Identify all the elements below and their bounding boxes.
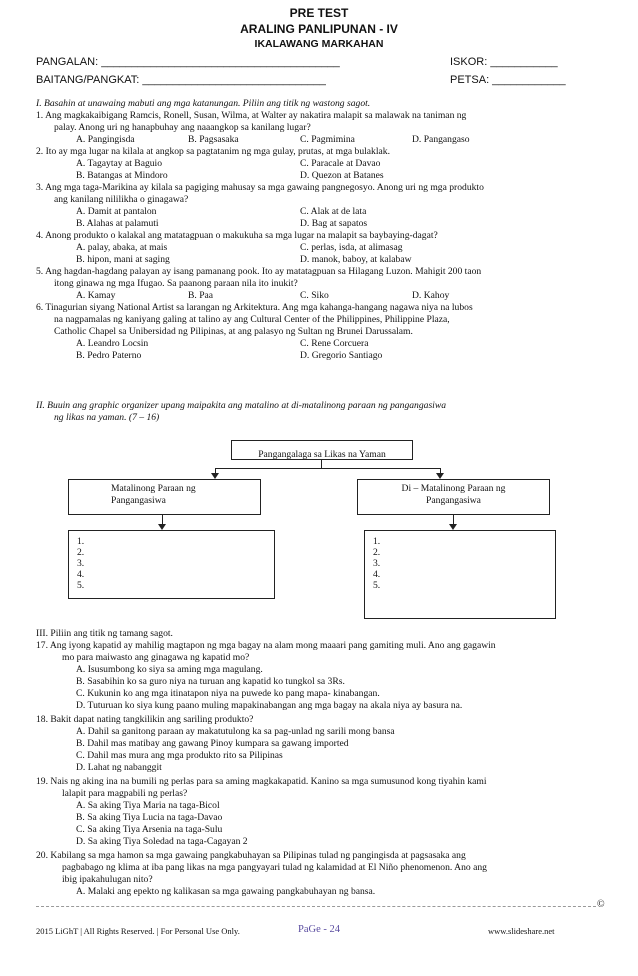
- left-list-item: 4.: [77, 569, 85, 580]
- organizer-connector-h: [215, 468, 441, 469]
- title-quarter: IKALAWANG MARKAHAN: [254, 38, 384, 50]
- organizer-right-list-box: [364, 530, 556, 619]
- q4-option-b: B. hipon, mani at saging: [76, 254, 170, 265]
- q17-option-c: C. Kukunin ko ang mga itinatapon niya na puwede ko pang mapa- kinabangan.: [76, 688, 380, 699]
- q1-option-d: D. Pangangaso: [412, 134, 470, 145]
- q17-text: 17. Ang iyong kapatid ay mahilig magtapon ng mga bagay na alam mong maaari pang gamiting muli. Ano ang gagawin: [36, 640, 496, 651]
- q20-option-a: A. Malaki ang epekto ng kalikasan sa mga gawaing pangkabuhayan ng bansa.: [76, 886, 376, 897]
- title-subject: ARALING PANLIPUNAN - IV: [240, 22, 398, 36]
- q17-option-d: D. Tuturuan ko siya kung paano muling mapakinabangan ang mga bagay na akala niya ay basura na.: [76, 700, 463, 711]
- pangalan-field: PANGALAN: _______________________________________: [36, 56, 340, 68]
- q19-option-d: D. Sa aking Tiya Soledad na taga-Cagayan 2: [76, 836, 248, 847]
- baitang-field: BAITANG/PANGKAT: ______________________________: [36, 74, 326, 86]
- iskor-field: ISKOR: ___________: [450, 56, 558, 68]
- left-box-label-1: Matalinong Paraan ng: [111, 483, 196, 494]
- q6-option-b: B. Pedro Paterno: [76, 350, 142, 361]
- q3-option-a: A. Damit at pantalon: [76, 206, 157, 217]
- right-box-label-1: Di – Matalinong Paraan ng: [401, 483, 506, 494]
- footer-website: www.slideshare.net: [488, 926, 555, 936]
- petsa-field: PETSA: ____________: [450, 74, 566, 86]
- q1-option-a: A. Pangingisda: [76, 134, 135, 145]
- q18-option-b: B. Dahil mas matibay ang gawang Pinoy kumpara sa gawang imported: [76, 738, 349, 749]
- q1-text-2: palay. Anong uri ng hanapbuhay ang naaangkop sa kanilang lugar?: [54, 122, 311, 133]
- right-list-item: 2.: [373, 547, 381, 558]
- q19-text-2: lalapit para magpabili ng perlas?: [62, 788, 188, 799]
- q6-option-c: C. Rene Corcuera: [300, 338, 369, 349]
- right-box-label-2: Pangangasiwa: [426, 495, 481, 506]
- q1-option-c: C. Pagmimina: [300, 134, 355, 145]
- q3-text: 3. Ang mga taga-Marikina ay kilala sa pagiging mahusay sa mga gawaing pangnegosyo. Anong uri ng mga produkto: [36, 182, 484, 193]
- q17-text-2: mo para maiwasto ang ginagawa ng kapatid mo?: [62, 652, 250, 663]
- q18-option-d: D. Lahat ng nabanggit: [76, 762, 162, 773]
- q4-text: 4. Anong produkto o kalakal ang matatagpuan o makukuha sa mga lugar na malapit sa baybaying-dagat?: [36, 230, 438, 241]
- q18-text: 18. Bakit dapat nating tangkilikin ang sariling produkto?: [36, 714, 254, 725]
- q5-option-b: B. Paa: [188, 290, 214, 301]
- organizer-top-box: [231, 440, 413, 460]
- q3-text-2: ang kanilang nililikha o ginagawa?: [54, 194, 189, 205]
- q19-option-c: C. Sa aking Tiya Arsenia na taga-Sulu: [76, 824, 223, 835]
- q20-text: 20. Kabilang sa mga hamon sa mga gawaing pangkabuhayan sa Pilipinas tulad ng pangingisda at pagsasaka ang: [36, 850, 466, 861]
- part3-instructions: III. Piliin ang titik ng tamang sagot.: [36, 628, 173, 639]
- q17-option-b: B. Sasabihin ko sa guro niya na turuan ang kapatid ko tungkol sa 3Rs.: [76, 676, 345, 687]
- organizer-left-list-box: [68, 530, 275, 599]
- q6-text-2: na nagpamalas ng kaniyang galing at talino ay ang Cultural Center of the Philippines, Philippine Plaza,: [54, 314, 450, 325]
- q18-option-a: A. Dahil sa ganitong paraan ay makatutulong ka sa pag-unlad ng sarili mong bansa: [76, 726, 395, 737]
- copyright-icon: ©: [597, 899, 605, 910]
- footer-rights: 2015 LiGhT | All Rights Reserved. | For Personal Use Only.: [36, 926, 240, 936]
- q5-option-c: C. Siko: [300, 290, 329, 301]
- q6-option-d: D. Gregorio Santiago: [300, 350, 383, 361]
- q19-option-a: A. Sa aking Tiya Maria na taga-Bicol: [76, 800, 220, 811]
- q4-option-a: A. palay, abaka, at mais: [76, 242, 168, 253]
- q2-option-c: C. Paracale at Davao: [300, 158, 381, 169]
- q5-text-2: itong ginawa ng mga Ifugao. Sa paanong paraan nila ito inukit?: [54, 278, 298, 289]
- q1-option-b: B. Pagsasaka: [188, 134, 239, 145]
- left-list-item: 5.: [77, 580, 85, 591]
- q3-option-c: C. Alak at de lata: [300, 206, 367, 217]
- q5-option-d: D. Kahoy: [412, 290, 450, 301]
- left-box-label-2: Pangangasiwa: [111, 495, 166, 506]
- part2-instructions: II. Buuin ang graphic organizer upang maipakita ang matalino at di-matalinong paraan ng pangangasiwa: [36, 400, 447, 411]
- q17-option-a: A. Isusumbong ko siya sa aming mga magulang.: [76, 664, 263, 675]
- q1-text: 1. Ang magkakaibigang Ramcis, Ronell, Susan, Wilma, at Walter ay nakatira malapit sa malawak na taniman ng: [36, 110, 467, 121]
- q2-text: 2. Ito ay mga lugar na kilala at angkop sa pagtatanim ng mga gulay, prutas, at mga bulaklak.: [36, 146, 390, 157]
- organizer-connector-v: [321, 460, 322, 468]
- q18-option-c: C. Dahil mas mura ang mga produkto rito sa Pilipinas: [76, 750, 283, 761]
- part1-instructions: I. Basahin at unawaing mabuti ang mga katanungan. Piliin ang titik ng wastong sagot.: [36, 98, 371, 109]
- q2-option-d: D. Quezon at Batanes: [300, 170, 384, 181]
- organizer-left-box: [68, 479, 261, 515]
- right-list-item: 3.: [373, 558, 381, 569]
- q4-option-c: C. perlas, isda, at alimasag: [300, 242, 403, 253]
- q6-option-a: A. Leandro Locsin: [76, 338, 149, 349]
- left-list-item: 1.: [77, 536, 85, 547]
- organizer-top-label: Pangangalaga sa Likas na Yaman: [258, 449, 386, 460]
- q6-text-3: Catholic Chapel sa Unibersidad ng Pilipinas, at ang palasyo ng Sultan ng Brunei Darussalam.: [54, 326, 413, 337]
- right-list-item: 5.: [373, 580, 381, 591]
- q3-option-b: B. Alahas at palamuti: [76, 218, 159, 229]
- footer-page-number: PaGe - 24: [298, 924, 340, 935]
- q3-option-d: D. Bag at sapatos: [300, 218, 368, 229]
- q6-text: 6. Tinagurian siyang National Artist sa larangan ng Arkitektura. Ang mga kahanga-hangang nagawa niya na lubos: [36, 302, 473, 313]
- q19-option-b: B. Sa aking Tiya Lucia na taga-Davao: [76, 812, 223, 823]
- footer-divider: [36, 906, 596, 907]
- q4-option-d: D. manok, baboy, at kalabaw: [300, 254, 412, 265]
- q5-text: 5. Ang hagdan-hagdang palayan ay isang pamanang pook. Ito ay matatagpuan sa Hilagang Luzon. Mahigit 200 taon: [36, 266, 482, 277]
- right-list-item: 1.: [373, 536, 381, 547]
- q2-option-b: B. Batangas at Mindoro: [76, 170, 168, 181]
- q20-text-2: pagbabago ng klima at iba pang likas na mga pangyayari tulad ng kalamidad at El Niño phenomenon. Ano ang: [62, 862, 487, 873]
- right-list-item: 4.: [373, 569, 381, 580]
- q20-text-3: ibig ipakahulugan nito?: [62, 874, 153, 885]
- left-list-item: 2.: [77, 547, 85, 558]
- part2-instructions-2: ng likas na yaman. (7 – 16): [54, 412, 160, 423]
- q2-option-a: A. Tagaytay at Baguio: [76, 158, 163, 169]
- q5-option-a: A. Kamay: [76, 290, 116, 301]
- title-pre-test: PRE TEST: [289, 6, 349, 20]
- left-list-item: 3.: [77, 558, 85, 569]
- q19-text: 19. Nais ng aking ina na bumili ng perlas para sa aming magkakapatid. Kanino sa mga sumusunod kong tiyahin kami: [36, 776, 487, 787]
- organizer-right-box: [357, 479, 550, 515]
